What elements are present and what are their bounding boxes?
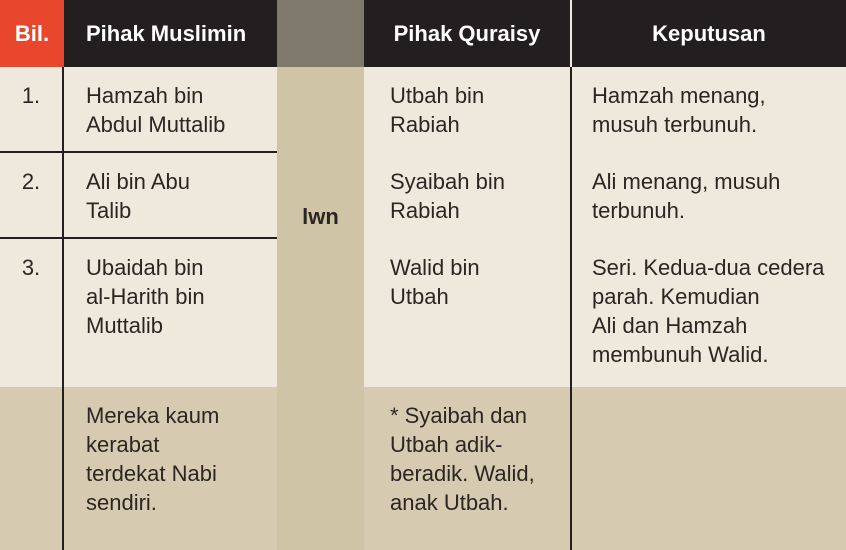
notes-quraisy-line: * Syaibah dan — [390, 403, 527, 428]
row-1-quraisy — [364, 67, 572, 153]
notes-muslimin — [64, 387, 277, 550]
notes-quraisy — [364, 387, 572, 550]
row-3-muslimin-line: al-Harith bin — [86, 284, 205, 309]
row-1-quraisy-line: Utbah bin — [390, 83, 485, 108]
row-2-keputusan-line: terbunuh. — [592, 198, 685, 223]
row-3-number: 3. — [0, 239, 64, 387]
row-3-quraisy-line: Utbah — [390, 284, 449, 309]
header-pihak-muslimin: Pihak Muslimin — [64, 0, 277, 67]
row-2-keputusan — [572, 153, 846, 239]
row-3-quraisy-line: Walid bin — [390, 255, 480, 280]
row-1-quraisy-line: Rabiah — [390, 112, 460, 137]
row-1-muslimin-line: Abdul Muttalib — [86, 112, 226, 137]
row-1-keputusan-line: musuh terbunuh. — [592, 112, 758, 137]
header-versus-blank — [277, 0, 364, 67]
notes-muslimin-line: Mereka kaum — [86, 403, 220, 428]
row-1-keputusan-line: Hamzah menang, — [592, 83, 766, 108]
notes-muslimin-line: sendiri. — [86, 490, 157, 515]
versus-label: lwn — [302, 204, 339, 229]
row-3-quraisy — [364, 239, 572, 387]
notes-quraisy-line: Utbah adik- — [390, 432, 503, 457]
header-bil: Bil. — [0, 0, 64, 67]
row-2-quraisy — [364, 153, 572, 239]
row-2-keputusan-line: Ali menang, musuh — [592, 169, 781, 194]
row-2-quraisy-line: Rabiah — [390, 198, 460, 223]
notes-quraisy-line: beradik. Walid, — [390, 461, 535, 486]
row-3-keputusan-line: membunuh Walid. — [592, 342, 769, 367]
row-3-keputusan-line: Seri. Kedua-dua cedera — [592, 255, 825, 280]
row-3-muslimin-line: Muttalib — [86, 313, 164, 338]
notes-quraisy-line: anak Utbah. — [390, 490, 509, 515]
versus-column — [277, 67, 364, 550]
row-2-muslimin-line: Talib — [86, 198, 132, 223]
notes-muslimin-line: terdekat Nabi — [86, 461, 217, 486]
row-2-quraisy-line: Syaibah bin — [390, 169, 505, 194]
row-3-keputusan-line: parah. Kemudian — [592, 284, 760, 309]
notes-number-blank — [0, 387, 64, 550]
header-keputusan: Keputusan — [572, 0, 846, 67]
row-1-keputusan — [572, 67, 846, 153]
row-1-number: 1. — [0, 67, 64, 153]
row-1-muslimin — [64, 67, 277, 153]
row-3-keputusan — [572, 239, 846, 387]
notes-keputusan-blank — [572, 387, 846, 550]
row-2-number: 2. — [0, 153, 64, 239]
row-3-muslimin-line: Ubaidah bin — [86, 255, 204, 280]
row-1-muslimin-line: Hamzah bin — [86, 83, 204, 108]
row-3-keputusan-line: Ali dan Hamzah — [592, 313, 748, 338]
row-2-muslimin — [64, 153, 277, 239]
row-2-muslimin-line: Ali bin Abu — [86, 169, 190, 194]
row-3-muslimin — [64, 239, 277, 387]
header-pihak-quraisy: Pihak Quraisy — [364, 0, 572, 67]
notes-muslimin-line: kerabat — [86, 432, 160, 457]
